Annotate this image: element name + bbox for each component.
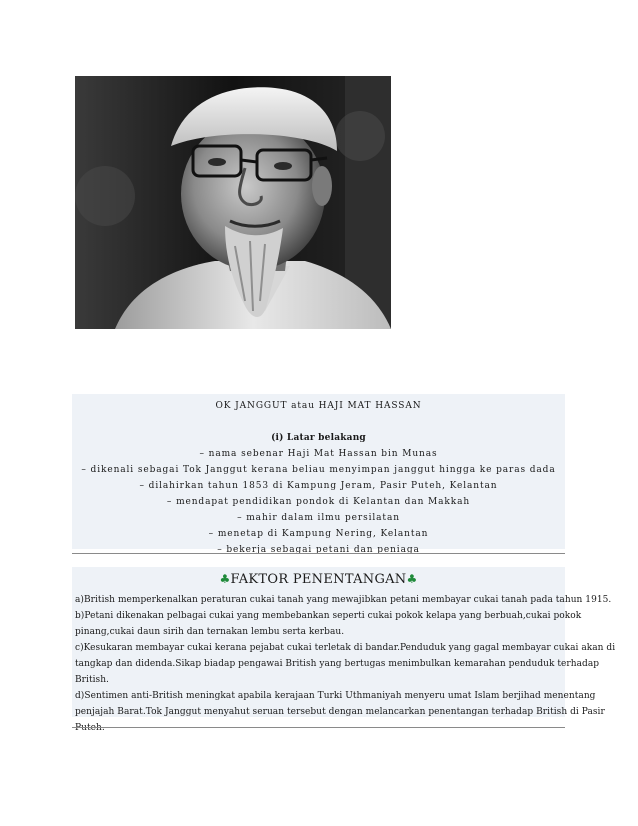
- club-icon: ♣: [219, 572, 231, 586]
- profile-fact: – dilahirkan tahun 1853 di Kampung Jeram, Pasir Puteh, Kelantan: [139, 481, 498, 491]
- factor-line: Puteh.: [75, 722, 105, 733]
- factor-line: d)Sentimen anti-British meningkat apabila kerajaan Turki Uthmaniyah menyeru umat Islam berjihad menentang: [75, 691, 596, 701]
- portrait-image: [75, 76, 391, 329]
- factor-line: British.: [75, 674, 109, 685]
- factors-title: [72, 570, 565, 589]
- factor-line: c)Kesukaran membayar cukai kerana pejabat cukai terletak di bandar.Penduduk yang gagal membayar cukai akan di: [75, 643, 616, 653]
- factor-point-b: [75, 609, 582, 641]
- divider: [72, 553, 565, 554]
- profile-section-heading: (i) Latar belakang: [271, 433, 366, 443]
- profile-fact: – nama sebenar Haji Mat Hassan bin Munas: [199, 449, 438, 459]
- factor-line: penjajah Barat.Tok Janggut menyahut seruan tersebut dengan melancarkan penentangan terhadap British di Pasir: [75, 706, 605, 717]
- portrait-photo: [75, 76, 391, 329]
- factor-line: a)British memperkenalkan peraturan cukai tanah yang mewajibkan petani membayar cukai tanah pada tahun 1915.: [75, 595, 612, 605]
- factor-point-a: [75, 593, 612, 609]
- factor-line: pinang,cukai daun sirih dan ternakan lembu serta kerbau.: [75, 626, 345, 637]
- profile-name-line: OK JANGGUT atau HAJI MAT HASSAN: [215, 401, 422, 411]
- profile-fact: – mahir dalam ilmu persilatan: [237, 513, 400, 523]
- factors-title-text: FAKTOR PENENTANGAN: [230, 572, 407, 587]
- profile-fact: – mendapat pendidikan pondok di Kelantan dan Makkah: [166, 497, 471, 507]
- factor-line: tangkap dan didenda.Sikap biadap pengawai British yang bertugas menimbulkan kemarahan penduduk terhadap: [75, 658, 600, 669]
- profile-fact: – dikenali sebagai Tok Janggut kerana beliau menyimpan janggut hingga ke paras dada: [81, 465, 556, 475]
- profile-fact: – menetap di Kampung Nering, Kelantan: [208, 529, 429, 539]
- factor-point-d: [75, 689, 605, 736]
- divider: [72, 727, 565, 728]
- club-icon: ♣: [406, 572, 418, 586]
- factor-line: b)Petani dikenakan pelbagai cukai yang membebankan seperti cukai pokok kelapa yang berbuah,cukai pokok: [75, 611, 582, 621]
- profile-panel: [72, 394, 565, 555]
- factors-panel: [72, 567, 616, 733]
- factor-point-c: [75, 641, 616, 688]
- profile-fact: – bekerja sebagai petani dan peniaga: [217, 545, 420, 555]
